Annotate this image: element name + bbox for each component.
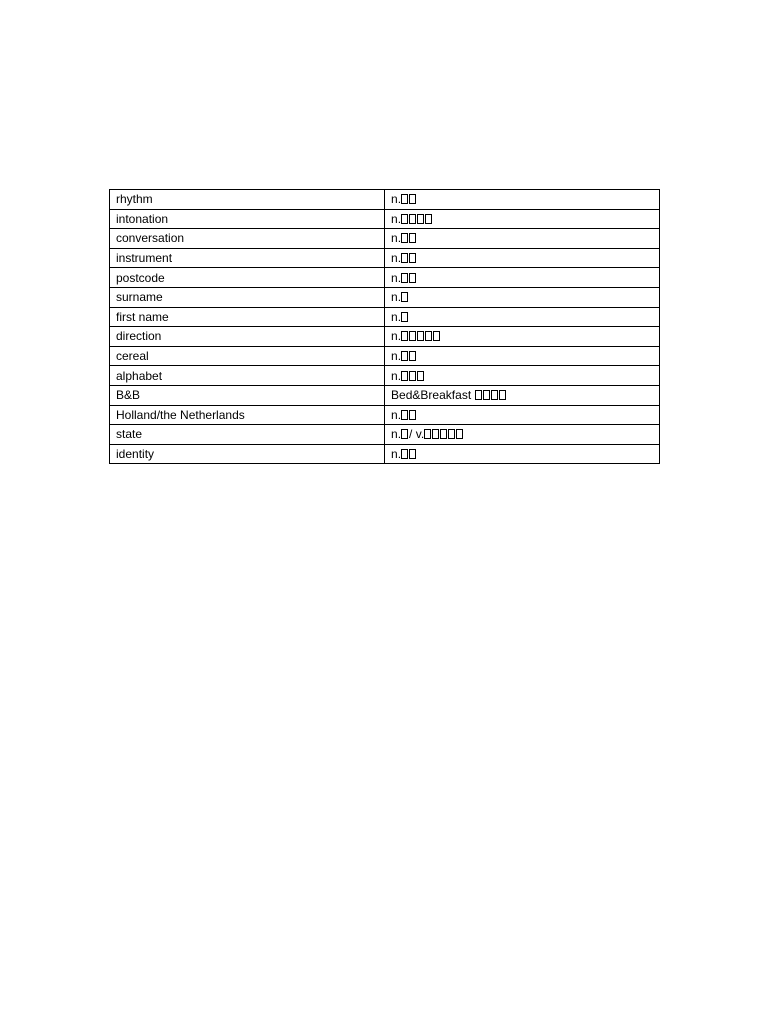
table-row xyxy=(110,366,660,386)
term-cell: state xyxy=(110,425,385,445)
missing-glyph-box xyxy=(456,429,463,439)
term-cell: rhythm xyxy=(110,190,385,210)
definition-cell: n. xyxy=(385,327,660,347)
missing-glyph-box xyxy=(401,233,408,243)
term-cell: Holland/the Netherlands xyxy=(110,405,385,425)
term-cell: identity xyxy=(110,444,385,464)
vocabulary-table xyxy=(109,189,660,464)
missing-glyph-box xyxy=(401,331,408,341)
vocabulary-table-body xyxy=(110,190,660,464)
missing-glyph-box xyxy=(401,351,408,361)
missing-glyph-box xyxy=(409,410,416,420)
missing-glyph-box xyxy=(401,429,408,439)
missing-glyph-box xyxy=(409,351,416,361)
missing-glyph-box xyxy=(417,331,424,341)
definition-cell: n. xyxy=(385,346,660,366)
definition-cell: n. xyxy=(385,366,660,386)
table-row xyxy=(110,385,660,405)
table-row xyxy=(110,209,660,229)
missing-glyph-box xyxy=(417,371,424,381)
definition-cell: n. xyxy=(385,307,660,327)
missing-glyph-box xyxy=(409,214,416,224)
missing-glyph-box xyxy=(475,390,482,400)
definition-cell: n. xyxy=(385,248,660,268)
missing-glyph-box xyxy=(417,214,424,224)
table-row xyxy=(110,287,660,307)
definition-cell: n. xyxy=(385,268,660,288)
missing-glyph-box xyxy=(499,390,506,400)
definition-cell: n. xyxy=(385,405,660,425)
missing-glyph-box xyxy=(409,331,416,341)
table-row xyxy=(110,229,660,249)
missing-glyph-box xyxy=(425,214,432,224)
missing-glyph-box xyxy=(409,449,416,459)
term-cell: conversation xyxy=(110,229,385,249)
missing-glyph-box xyxy=(409,194,416,204)
term-cell: intonation xyxy=(110,209,385,229)
missing-glyph-box xyxy=(401,194,408,204)
missing-glyph-box xyxy=(401,449,408,459)
term-cell: surname xyxy=(110,287,385,307)
definition-cell: n. / v. xyxy=(385,425,660,445)
missing-glyph-box xyxy=(440,429,447,439)
missing-glyph-box xyxy=(424,429,431,439)
table-row xyxy=(110,405,660,425)
missing-glyph-box xyxy=(409,371,416,381)
missing-glyph-box xyxy=(401,214,408,224)
definition-cell: n. xyxy=(385,287,660,307)
table-row xyxy=(110,268,660,288)
definition-cell: Bed&Breakfast xyxy=(385,385,660,405)
definition-cell: n. xyxy=(385,229,660,249)
definition-cell: n. xyxy=(385,209,660,229)
missing-glyph-box xyxy=(401,292,408,302)
table-row xyxy=(110,327,660,347)
missing-glyph-box xyxy=(433,331,440,341)
term-cell: cereal xyxy=(110,346,385,366)
table-row xyxy=(110,248,660,268)
table-row xyxy=(110,307,660,327)
missing-glyph-box xyxy=(409,273,416,283)
term-cell: postcode xyxy=(110,268,385,288)
missing-glyph-box xyxy=(401,371,408,381)
missing-glyph-box xyxy=(432,429,439,439)
missing-glyph-box xyxy=(401,273,408,283)
term-cell: first name xyxy=(110,307,385,327)
table-row xyxy=(110,190,660,210)
missing-glyph-box xyxy=(483,390,490,400)
definition-cell: n. xyxy=(385,190,660,210)
table-row xyxy=(110,425,660,445)
term-cell: direction xyxy=(110,327,385,347)
term-cell: instrument xyxy=(110,248,385,268)
term-cell: alphabet xyxy=(110,366,385,386)
missing-glyph-box xyxy=(401,410,408,420)
missing-glyph-box xyxy=(409,253,416,263)
missing-glyph-box xyxy=(409,233,416,243)
definition-cell: n. xyxy=(385,444,660,464)
missing-glyph-box xyxy=(491,390,498,400)
missing-glyph-box xyxy=(401,312,408,322)
missing-glyph-box xyxy=(448,429,455,439)
missing-glyph-box xyxy=(401,253,408,263)
term-cell: B&B xyxy=(110,385,385,405)
missing-glyph-box xyxy=(425,331,432,341)
table-row xyxy=(110,346,660,366)
table-row xyxy=(110,444,660,464)
